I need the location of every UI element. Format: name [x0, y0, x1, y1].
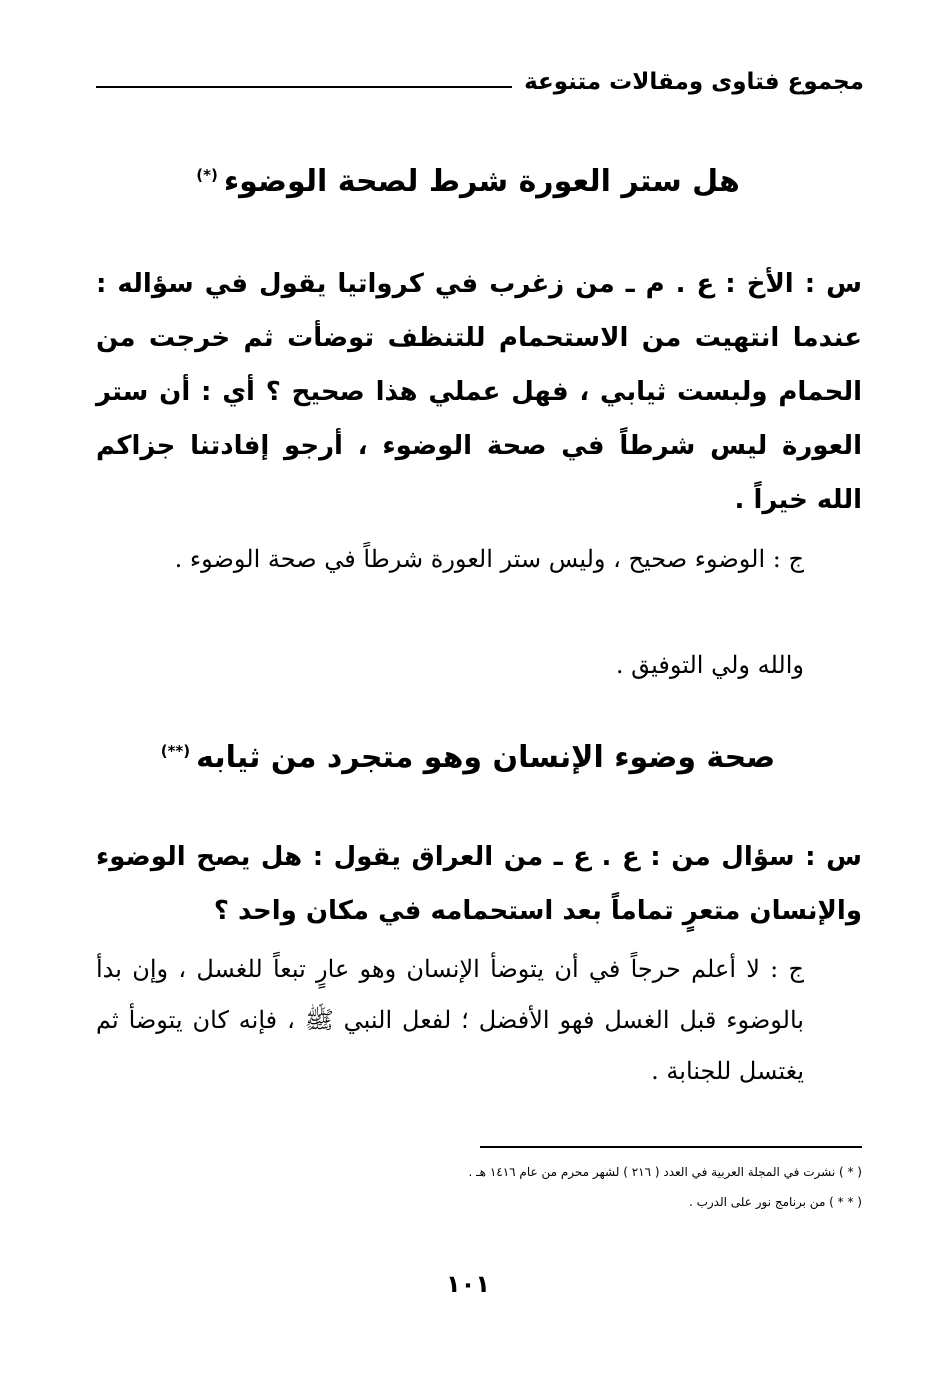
section-1-closing: والله ولي التوفيق .: [615, 651, 804, 679]
footnote-2: ( * * ) من برنامج نور على الدرب .: [688, 1195, 862, 1209]
section-2-heading: [0, 740, 936, 775]
section-2-footnote-mark: (**): [160, 742, 191, 760]
section-2-title: صحة وضوء الإنسان وهو متجرد من ثيابه: [196, 740, 776, 775]
page-number: ١٠١: [446, 1270, 490, 1298]
section-1-answer: ج : الوضوء صحيح ، وليس ستر العورة شرطاً في صحة الوضوء .: [174, 545, 804, 573]
running-title: مجموع فتاوى ومقالات متنوعة: [524, 69, 864, 95]
section-2-question: س : سؤال من : ع . ع ـ من العراق يقول : هل يصح الوضوء والإنسان متعرٍ تماماً بعد استحمامه في مكان واحد ؟: [96, 842, 862, 926]
section-2-answer: ج : لا أعلم حرجاً في أن يتوضأ الإنسان وهو عارٍ تبعاً للغسل ، وإن بدأ بالوضوء قبل الغسل فهو الأفضل ؛ لفعل النبي ﷺ ، فإنه كان يتوضأ ثم يغتسل للجنابة .: [96, 955, 805, 1085]
section-1-question: س : الأخ : ع . م ـ من زغرب في كرواتيا يقول في سؤاله : عندما انتهيت من الاستحمام للتنظف توضأت ثم خرجت من الحمام ولبست ثيابي ، فهل عملي هذا صحيح ؟ أي : أن ستر العورة ليس شرطاً في صحة الوضوء ، أرجو إفادتنا جزاكم الله خيراً .: [96, 269, 862, 515]
running-header: [96, 62, 864, 102]
section-1-footnote-mark: (*): [196, 166, 218, 184]
footnotes: [96, 1157, 862, 1217]
header-rule: [96, 86, 512, 88]
footnote-rule: [480, 1146, 862, 1148]
section-1-title: هل ستر العورة شرط لصحة الوضوء: [223, 164, 740, 199]
footnote-1: ( * ) نشرت في المجلة العربية في العدد ( ٢١٦ ) لشهر محرم من عام ١٤١٦ هـ .: [468, 1165, 862, 1179]
section-1-heading: [0, 164, 936, 199]
